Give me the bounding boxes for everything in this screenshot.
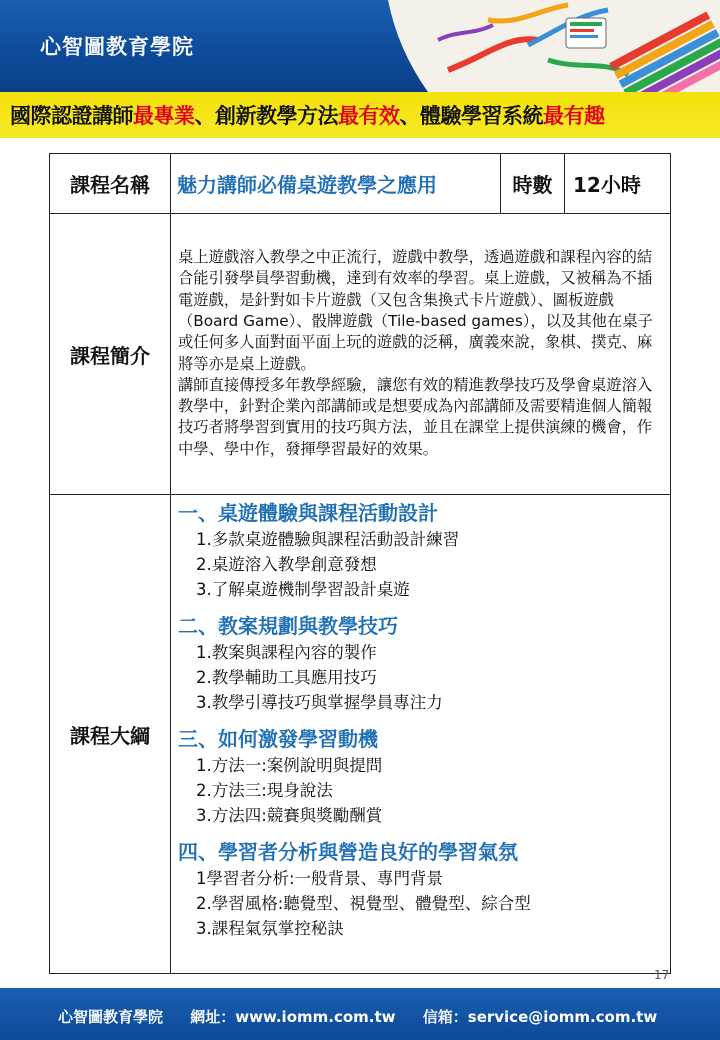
slogan-highlight-1: 最專業 <box>133 104 195 128</box>
course-outline-content <box>171 495 671 974</box>
outline-item: 2.方法三:現身說法 <box>196 781 333 800</box>
hours-label: 時數 <box>501 154 565 214</box>
intro-paragraph-2: 講師直接傳授多年教學經驗，讓您有效的精進教學技巧及學會桌遊溶入教學中，針對企業內部講師或是想要成為內部講師及需要精進個人簡報技巧者將學習到實用的技巧與方法，並且在課堂上提供演練的機會，作中學、學中作，發揮學習最好的效果。 <box>178 375 653 458</box>
outline-item: 3.課程氣氛掌控秘訣 <box>196 919 344 938</box>
course-outline-label: 課程大綱 <box>50 495 171 974</box>
slogan <box>10 100 605 130</box>
outline-section-items <box>196 753 664 828</box>
outline-item: 1.方法一:案例說明與提問 <box>196 756 383 775</box>
slogan-part-1: 國際認證講師 <box>10 104 133 128</box>
outline-item: 2.教學輔助工具應用技巧 <box>196 668 377 687</box>
outline-section-items <box>196 640 664 715</box>
intro-paragraph-1: 桌上遊戲溶入教學之中正流行，遊戲中教學，透過遊戲和課程內容的結合能引發學員學習動機，達到有效率的學習。桌上遊戲，又被稱為不插電遊戲，是針對如卡片遊戲（又包含集換式卡片遊戲）、圖板遊戲（Board Game）、骰牌遊戲（Tile-based games），以及其他在桌子或任何多人面對面平面上玩的遊戲的泛稱，廣義來說，象棋、撲克、麻將等亦是桌上遊戲。 <box>178 248 653 373</box>
slogan-bar <box>0 92 720 138</box>
page-number: 17 <box>654 968 670 982</box>
outline-section-title: 二、教案規劃與教學技巧 <box>178 614 398 638</box>
course-table <box>49 153 671 974</box>
slogan-part-2: 、創新教學方法 <box>194 104 338 128</box>
page-footer <box>0 988 720 1040</box>
outline-section-title: 三、如何激發學習動機 <box>178 727 378 751</box>
slogan-highlight-3: 最有趣 <box>543 104 605 128</box>
outline-item: 2.學習風格:聽覺型、視覺型、體覺型、綜合型 <box>196 894 531 913</box>
course-intro-row <box>50 214 671 495</box>
footer-email[interactable]: 信箱：service@iomm.com.tw <box>422 1008 658 1026</box>
outline-section-title: 四、學習者分析與營造良好的學習氣氛 <box>178 840 518 864</box>
outline-section-items <box>196 527 664 602</box>
outline-item: 2.桌遊溶入教學創意發想 <box>196 555 377 574</box>
footer-website[interactable]: 網址：www.iomm.com.tw <box>190 1008 396 1026</box>
course-intro-content <box>171 214 671 495</box>
page-header <box>0 0 720 92</box>
slogan-part-3: 、體驗學習系統 <box>399 104 543 128</box>
outline-item: 1.教案與課程內容的製作 <box>196 643 377 662</box>
footer-org: 心智圖教育學院 <box>58 1008 164 1026</box>
outline-section-items <box>196 866 664 941</box>
outline-item: 3.方法四:競賽與獎勵酬賞 <box>196 806 383 825</box>
outline-item: 1.多款桌遊體驗與課程活動設計練習 <box>196 530 460 549</box>
course-name-row <box>50 154 671 214</box>
slogan-highlight-2: 最有效 <box>338 104 400 128</box>
mindmap-illustration <box>378 0 720 92</box>
footer-text <box>58 1006 679 1027</box>
course-name-value: 魅力講師必備桌遊教學之應用 <box>171 154 501 214</box>
header-title: 心智圖教育學院 <box>40 35 194 59</box>
course-name-label: 課程名稱 <box>50 154 171 214</box>
outline-item: 3.教學引導技巧與掌握學員專注力 <box>196 693 443 712</box>
outline-section-title: 一、桌遊體驗與課程活動設計 <box>178 501 438 525</box>
course-intro-label: 課程簡介 <box>50 214 171 495</box>
outline-item: 3.了解桌遊機制學習設計桌遊 <box>196 580 410 599</box>
outline-item: 1學習者分析:一般背景、專門背景 <box>196 869 444 888</box>
course-outline-row <box>50 495 671 974</box>
hours-value: 12小時 <box>565 154 671 214</box>
